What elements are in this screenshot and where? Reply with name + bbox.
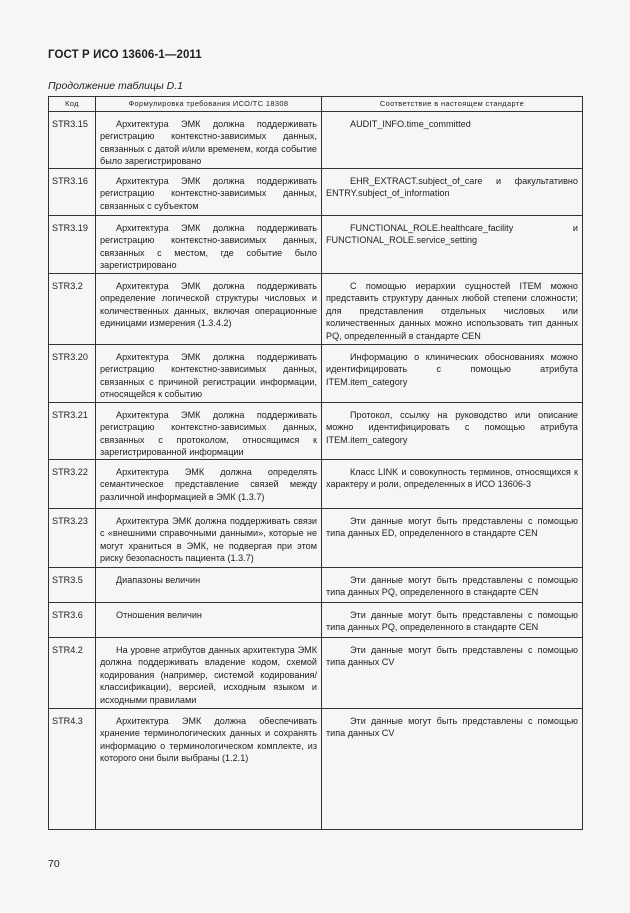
row-requirement: Архитектура ЭМК должна поддерживать регистрацию контекстно-зависимых данных, связанных с местом, где событие было зарегистрировано (96, 216, 322, 274)
row-conformance: Эти данные могут быть представлены с помощью типа данных CV (322, 709, 583, 830)
row-code: STR3.22 (49, 460, 96, 509)
row-requirement: Архитектура ЭМК должна поддерживать определение логической структуры числовых и количественных данных, включая операционные единицами измерения (1.3.4.2) (96, 274, 322, 345)
row-conformance: AUDIT_INFO.time_committed (322, 112, 583, 169)
table-row (49, 274, 583, 345)
row-requirement: Архитектура ЭМК должна определять семантическое представление связей между различной информацией в ЭМК (1.3.7) (96, 460, 322, 509)
table-row (49, 112, 583, 169)
row-code: STR3.6 (49, 603, 96, 638)
row-requirement: Архитектура ЭМК должна поддерживать регистрацию контекстно-зависимых данных, связанных с причиной регистрации информации, относящейся к событию (96, 345, 322, 403)
row-requirement: На уровне атрибутов данных архитектура ЭМК должна поддерживать владение кодом, схемой кодирования (например, системой кодирования/классификации), версией, исходным языком и исходными правилами (96, 638, 322, 709)
row-code: STR4.2 (49, 638, 96, 709)
row-code: STR3.21 (49, 403, 96, 460)
row-code: STR3.15 (49, 112, 96, 169)
requirements-table (48, 96, 583, 830)
row-conformance: Класс LINK и совокупность терминов, относящихся к характеру и роли, определенных в ИСО 13606-3 (322, 460, 583, 509)
page-header: ГОСТ Р ИСО 13606-1—2011 (48, 49, 202, 61)
row-requirement: Отношения величин (96, 603, 322, 638)
row-conformance: FUNCTIONAL_ROLE.healthcare_facility и FUNCTIONAL_ROLE.service_setting (322, 216, 583, 274)
row-code: STR3.2 (49, 274, 96, 345)
table-caption: Продолжение таблицы D.1 (48, 80, 183, 92)
row-code: STR3.20 (49, 345, 96, 403)
row-requirement: Архитектура ЭМК должна поддерживать связи с «внешними справочными данными», которые не могут храниться в ЭМК, не подвергая при этом риску безопасность пациента (1.3.7) (96, 509, 322, 568)
column-header-conformance: Соответствие в настоящем стандарте (322, 97, 583, 112)
row-requirement: Архитектура ЭМК должна обеспечивать хранение терминологических данных и сохранять информацию о терминологическом комплекте, из которого они были выбраны (1.2.1) (96, 709, 322, 830)
row-conformance: Эти данные могут быть представлены с помощью типа данных PQ, определенного в стандарте CEN (322, 603, 583, 638)
table-row (49, 345, 583, 403)
row-requirement: Архитектура ЭМК должна поддерживать регистрацию контекстно-зависимых данных, связанных с протоколом, относящимся к зарегистрированной информации (96, 403, 322, 460)
row-conformance: Эти данные могут быть представлены с помощью типа данных CV (322, 638, 583, 709)
page-number: 70 (48, 858, 60, 870)
table-row (49, 638, 583, 709)
table-header-row (49, 97, 583, 112)
row-code: STR3.5 (49, 568, 96, 603)
column-header-requirement: Формулировка требования ИСО/ТС 18308 (96, 97, 322, 112)
row-conformance: Эти данные могут быть представлены с помощью типа данных ED, определенного в стандарте CEN (322, 509, 583, 568)
row-conformance: Протокол, ссылку на руководство или описание можно идентифицировать с помощью атрибута ITEM.item_category (322, 403, 583, 460)
row-conformance: Информацию о клинических обоснованиях можно идентифицировать с помощью атрибута ITEM.item_category (322, 345, 583, 403)
table-row (49, 216, 583, 274)
row-code: STR3.16 (49, 169, 96, 216)
table-row (49, 603, 583, 638)
table-row (49, 568, 583, 603)
column-header-code: Код (49, 97, 96, 112)
row-conformance: EHR_EXTRACT.subject_of_care и факультативно ENTRY.subject_of_information (322, 169, 583, 216)
table-row (49, 509, 583, 568)
row-requirement: Архитектура ЭМК должна поддерживать регистрацию контекстно-зависимых данных, связанных с субъектом (96, 169, 322, 216)
row-requirement: Диапазоны величин (96, 568, 322, 603)
table-row (49, 709, 583, 830)
row-conformance: С помощью иерархии сущностей ITEM можно представить структуру данных любой степени сложности; для представления отдельных числовых или количественных данных можно использовать тип данных PQ, определенный в стандарте CEN (322, 274, 583, 345)
table-row (49, 403, 583, 460)
table-row (49, 169, 583, 216)
row-requirement: Архитектура ЭМК должна поддерживать регистрацию контекстно-зависимых данных, связанных с датой и/или временем, когда событие было зарегистрировано (96, 112, 322, 169)
row-code: STR3.23 (49, 509, 96, 568)
row-code: STR4.3 (49, 709, 96, 830)
row-code: STR3.19 (49, 216, 96, 274)
table-row (49, 460, 583, 509)
row-conformance: Эти данные могут быть представлены с помощью типа данных PQ, определенного в стандарте CEN (322, 568, 583, 603)
